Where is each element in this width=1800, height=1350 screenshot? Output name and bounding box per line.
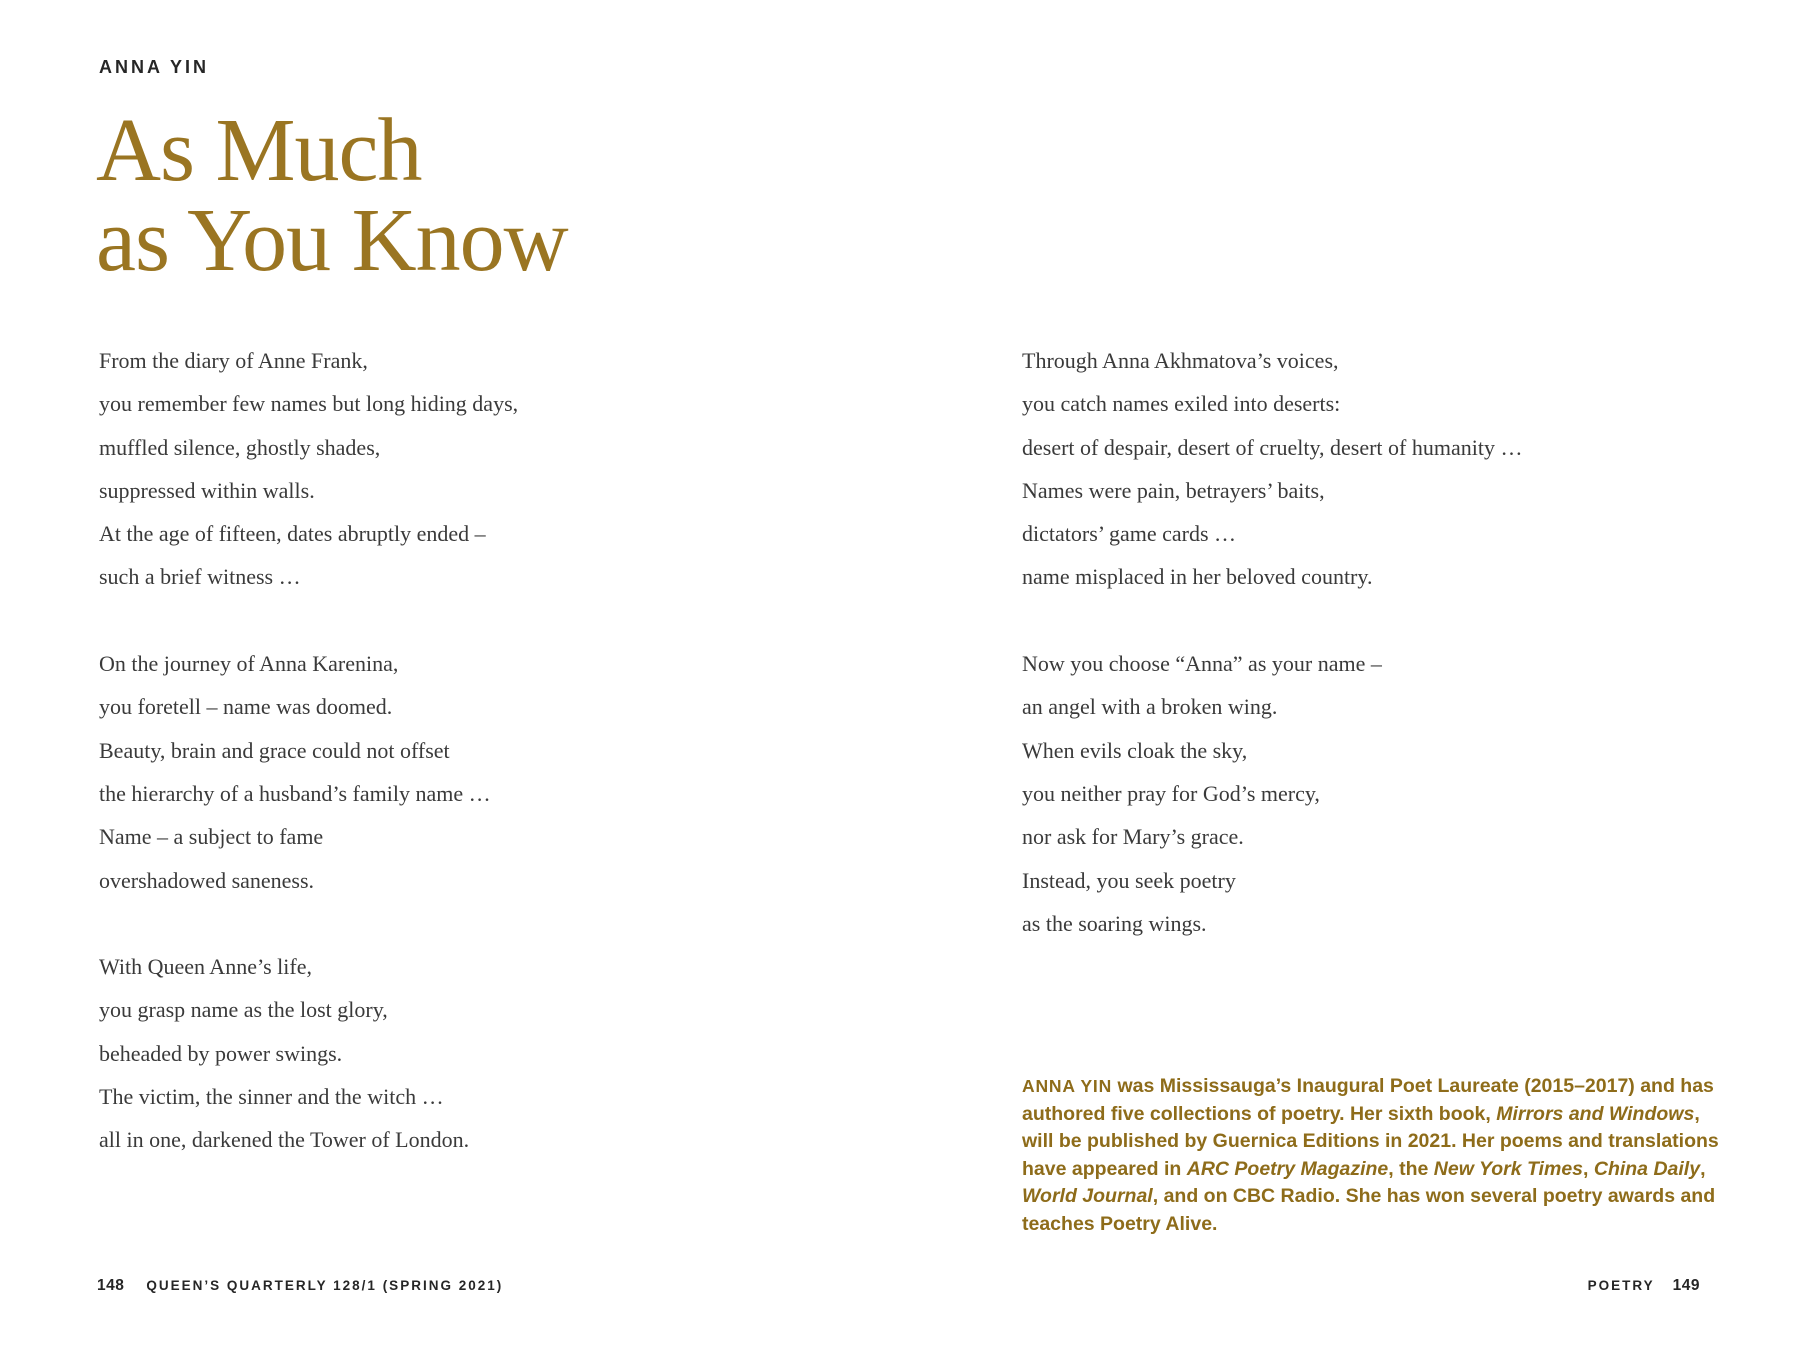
poem-line: overshadowed saneness. [99, 867, 315, 893]
poem-title-line1: As Much [96, 101, 422, 200]
poem-line: Through Anna Akhmatova’s voices, [1022, 348, 1339, 373]
poem-line: name misplaced in her beloved country. [1022, 564, 1373, 590]
poem-line: Now you choose “Anna” as your name – [1022, 651, 1382, 677]
poem-line: suppressed within walls. [99, 477, 315, 503]
page-number-right: 149 [1672, 1277, 1700, 1294]
bio-text: will be published by Guernica Editions in 2021. Her poems and translations [1022, 1130, 1719, 1152]
poem-stanza [99, 339, 739, 599]
poem-column-right [1022, 339, 1702, 988]
bio-line [1022, 1183, 1716, 1211]
poem-line: Instead, you seek poetry [1022, 867, 1236, 893]
poem-stanza [99, 945, 739, 1161]
poem-column-left [99, 339, 739, 1205]
poem-line: an angel with a broken wing. [1022, 694, 1278, 720]
bio-text: , and on CBC Radio. She has won several poetry awards and [1152, 1185, 1716, 1207]
bio-line [1022, 1073, 1714, 1101]
poem-line: At the age of fifteen, dates abruptly ended – [99, 521, 486, 547]
poem-line: Names were pain, betrayers’ baits, [1022, 477, 1325, 503]
bio-work-title: New York Times [1433, 1157, 1584, 1180]
poem-line: such a brief witness … [99, 564, 301, 590]
bio-text: teaches Poetry Alive. [1022, 1212, 1218, 1235]
author-bio [1022, 1073, 1719, 1238]
bio-text: authored five collections of poetry. Her sixth book, [1022, 1102, 1497, 1125]
footer-left [97, 1277, 503, 1295]
poem-line: muffled silence, ghostly shades, [99, 434, 381, 460]
poem-line: desert of despair, desert of cruelty, desert of humanity … [1022, 434, 1523, 460]
poem-line: you foretell – name was doomed. [99, 694, 393, 720]
bio-work-title: China Daily [1593, 1157, 1701, 1180]
bio-work-title: World Journal [1022, 1185, 1153, 1207]
poem-line: When evils cloak the sky, [1022, 737, 1248, 763]
poem-line: as the soaring wings. [1022, 910, 1207, 936]
author-header: ANNA YIN [99, 57, 210, 77]
bio-line [1022, 1156, 1706, 1184]
poem-title-line2: as You Know [96, 191, 568, 290]
poem-line: the hierarchy of a husband’s family name … [99, 780, 491, 806]
poem-line: all in one, darkened the Tower of London. [99, 1127, 470, 1153]
poem-title [96, 101, 568, 290]
bio-author-name: ANNA YIN [1022, 1076, 1113, 1096]
section-label: POETRY [1587, 1278, 1655, 1293]
journal-title: QUEEN’S QUARTERLY 128/1 (SPRING 2021) [146, 1278, 504, 1293]
poem-line: you neither pray for God’s mercy, [1022, 780, 1320, 806]
poem-stanza [99, 642, 739, 902]
poem-line: Name – a subject to fame [99, 824, 324, 850]
bio-line [1022, 1211, 1702, 1239]
poem-line: The victim, the sinner and the witch … [99, 1084, 444, 1110]
bio-text: , [1700, 1157, 1706, 1180]
bio-work-title: Mirrors and Windows [1496, 1102, 1695, 1125]
poem-line: Beauty, brain and grace could not offset [99, 737, 450, 763]
footer-right [1588, 1277, 1700, 1295]
bio-text: have appeared in [1022, 1157, 1187, 1180]
bio-text: , [1694, 1102, 1700, 1125]
bio-work-title: ARC Poetry Magazine [1186, 1157, 1389, 1180]
poem-stanza [1022, 642, 1702, 945]
poem-line: you grasp name as the lost glory, [99, 997, 388, 1023]
poem-line: dictators’ game cards … [1022, 521, 1237, 547]
poem-line: you remember few names but long hiding days, [99, 391, 519, 417]
poem-line: nor ask for Mary’s grace. [1022, 824, 1244, 850]
poem-line: With Queen Anne’s life, [99, 954, 312, 980]
bio-text: , [1583, 1157, 1594, 1180]
bio-text: was Mississauga’s Inaugural Poet Laureate (2015–2017) and has [1112, 1075, 1714, 1097]
poem-line: you catch names exiled into deserts: [1022, 391, 1341, 417]
bio-line [1022, 1101, 1702, 1129]
poem-line: From the diary of Anne Frank, [99, 348, 368, 373]
page-number-left: 148 [97, 1277, 125, 1294]
bio-text: , the [1388, 1157, 1434, 1180]
poem-stanza [1022, 339, 1702, 599]
poem-line: beheaded by power swings. [99, 1040, 343, 1066]
poem-line: On the journey of Anna Karenina, [99, 651, 399, 677]
bio-line [1022, 1128, 1719, 1156]
